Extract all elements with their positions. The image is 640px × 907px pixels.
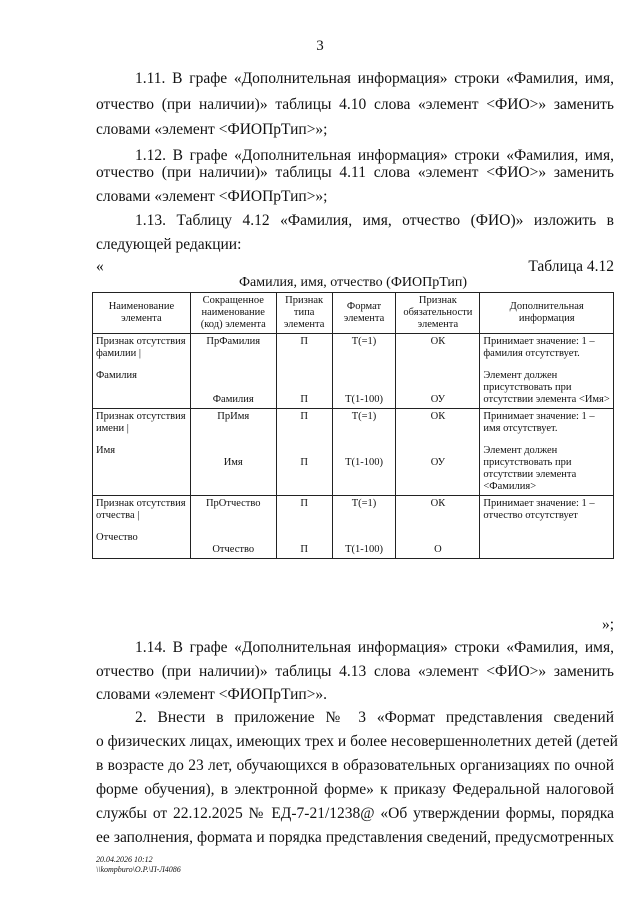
paragraph-1-12-line-2: отчество (при наличии)» таблицы 4.11 слова «элемент <ФИО>» заменить bbox=[96, 164, 614, 181]
page-number: 3 bbox=[316, 38, 324, 54]
column-header: Наименование элемента bbox=[93, 293, 191, 334]
paragraph-1-11-line-1: 1.11. В графе «Дополнительная информация» строки «Фамилия, имя, bbox=[135, 70, 614, 87]
cell-value: П bbox=[300, 394, 308, 405]
cell-code bbox=[190, 409, 276, 496]
cell-value: П bbox=[300, 498, 308, 509]
cell-value: Элемент должен присутствовать при отсутствии элемента <Фамилия> bbox=[483, 445, 577, 492]
cell-required bbox=[396, 334, 480, 409]
cell-value: Т(1-100) bbox=[345, 544, 383, 555]
paragraph-1-14-line-3: словами «элемент <ФИОПрТип>». bbox=[96, 686, 328, 703]
column-header: Признак обязательности элемента bbox=[396, 293, 480, 334]
cell-name bbox=[93, 334, 191, 409]
cell-value: ПрИмя bbox=[217, 411, 250, 422]
cell-value: Фамилия bbox=[212, 394, 254, 405]
cell-value: Отчество bbox=[96, 532, 138, 543]
cell-format bbox=[332, 334, 396, 409]
table-title: Фамилия, имя, отчество (ФИОПрТип) bbox=[238, 275, 468, 290]
cell-value: ПрОтчество bbox=[205, 498, 261, 509]
cell-format bbox=[332, 409, 396, 496]
cell-value: ПрФамилия bbox=[206, 336, 261, 347]
cell-code bbox=[190, 496, 276, 559]
cell-value: Признак отсутствия отчества | bbox=[96, 498, 186, 521]
cell-value: ОК bbox=[430, 498, 446, 509]
cell-format bbox=[332, 496, 396, 559]
paragraph-1-13-line-2: следующей редакции: bbox=[96, 236, 242, 253]
column-header: Признак типа элемента bbox=[276, 293, 332, 334]
paragraph-2-line-3: в возрасте до 23 лет, обучающихся в образовательных организациях по очной bbox=[96, 757, 614, 774]
table-header-row bbox=[93, 293, 614, 334]
cell-name bbox=[93, 409, 191, 496]
cell-value: Т(=1) bbox=[351, 411, 377, 422]
footer-path: \\kompburo\О.Р.\П-Л4086 bbox=[96, 865, 181, 874]
paragraph-2-line-5: службы от 22.12.2025 № ЕД-7-21/1238@ «Об утверждении формы, порядка bbox=[96, 805, 614, 822]
cell-info bbox=[480, 334, 614, 409]
cell-value: Т(1-100) bbox=[345, 457, 383, 468]
cell-info bbox=[480, 496, 614, 559]
column-header: Дополнительная информация bbox=[480, 293, 614, 334]
cell-value: Т(=1) bbox=[351, 336, 377, 347]
column-header: Формат элемента bbox=[332, 293, 396, 334]
cell-value: Отчество bbox=[212, 544, 255, 555]
table-row-group bbox=[93, 496, 614, 559]
cell-type bbox=[276, 409, 332, 496]
cell-info bbox=[480, 409, 614, 496]
paragraph-1-12-line-1: 1.12. В графе «Дополнительная информация» строки «Фамилия, имя, bbox=[135, 147, 614, 164]
table-row-group bbox=[93, 334, 614, 409]
cell-code bbox=[190, 334, 276, 409]
quote-close: »; bbox=[601, 616, 614, 633]
paragraph-1-14-line-2: отчество (при наличии)» таблицы 4.13 слова «элемент <ФИО>» заменить bbox=[96, 663, 614, 680]
cell-name bbox=[93, 496, 191, 559]
cell-value: Фамилия bbox=[96, 370, 137, 381]
paragraph-1-11-line-2: отчество (при наличии)» таблицы 4.10 слова «элемент <ФИО>» заменить bbox=[96, 96, 614, 113]
table-number: Таблица 4.12 bbox=[528, 258, 614, 275]
cell-value: Имя bbox=[223, 457, 243, 468]
cell-value: ОУ bbox=[430, 457, 446, 468]
cell-type bbox=[276, 496, 332, 559]
cell-value: Принимает значение: 1 – фамилия отсутствует. bbox=[483, 336, 595, 359]
cell-value: Т(1-100) bbox=[345, 394, 383, 405]
data-table bbox=[92, 292, 614, 559]
cell-value: Принимает значение: 1 – отчество отсутствует bbox=[483, 498, 595, 521]
table-row-group bbox=[93, 409, 614, 496]
cell-value: П bbox=[300, 457, 308, 468]
paragraph-1-12-line-3: словами «элемент <ФИОПрТип>»; bbox=[96, 188, 328, 205]
cell-value: Признак отсутствия имени | bbox=[96, 411, 186, 434]
cell-value: П bbox=[300, 544, 308, 555]
cell-required bbox=[396, 496, 480, 559]
column-header: Сокращенное наименование (код) элемента bbox=[190, 293, 276, 334]
paragraph-1-11-line-3: словами «элемент <ФИОПрТип>»; bbox=[96, 121, 328, 138]
quote-open: « bbox=[96, 258, 104, 275]
paragraph-2-line-4: форме обучения), в электронной форме» к приказу Федеральной налоговой bbox=[96, 781, 614, 798]
cell-value: Т(=1) bbox=[351, 498, 377, 509]
cell-type bbox=[276, 334, 332, 409]
cell-value: О bbox=[434, 544, 442, 555]
footer-date: 20.04.2026 10:12 bbox=[96, 855, 153, 864]
paragraph-1-14-line-1: 1.14. В графе «Дополнительная информация» строки «Фамилия, имя, bbox=[135, 639, 614, 656]
cell-value: П bbox=[300, 411, 308, 422]
cell-required bbox=[396, 409, 480, 496]
cell-value: Принимает значение: 1 – имя отсутствует. bbox=[483, 411, 595, 434]
cell-value: Имя bbox=[96, 445, 116, 456]
cell-value: ОК bbox=[430, 336, 446, 347]
paragraph-2-line-6: ее заполнения, формата и порядка представления сведений, предусмотренных bbox=[96, 829, 614, 846]
paragraph-2-line-1: 2. Внести в приложение № 3 «Формат представления сведений bbox=[135, 709, 614, 726]
paragraph-1-13-line-1: 1.13. Таблицу 4.12 «Фамилия, имя, отчество (ФИО)» изложить в bbox=[135, 212, 614, 229]
cell-value: ОК bbox=[430, 411, 446, 422]
cell-value: П bbox=[300, 336, 308, 347]
paragraph-2-line-2: о физических лицах, имеющих трех и более несовершеннолетних детей (детей bbox=[96, 733, 618, 750]
cell-value: ОУ bbox=[430, 394, 446, 405]
cell-value: Признак отсутствия фамилии | bbox=[96, 336, 186, 359]
cell-value: Элемент должен присутствовать при отсутствии элемента <Имя> bbox=[483, 370, 610, 405]
